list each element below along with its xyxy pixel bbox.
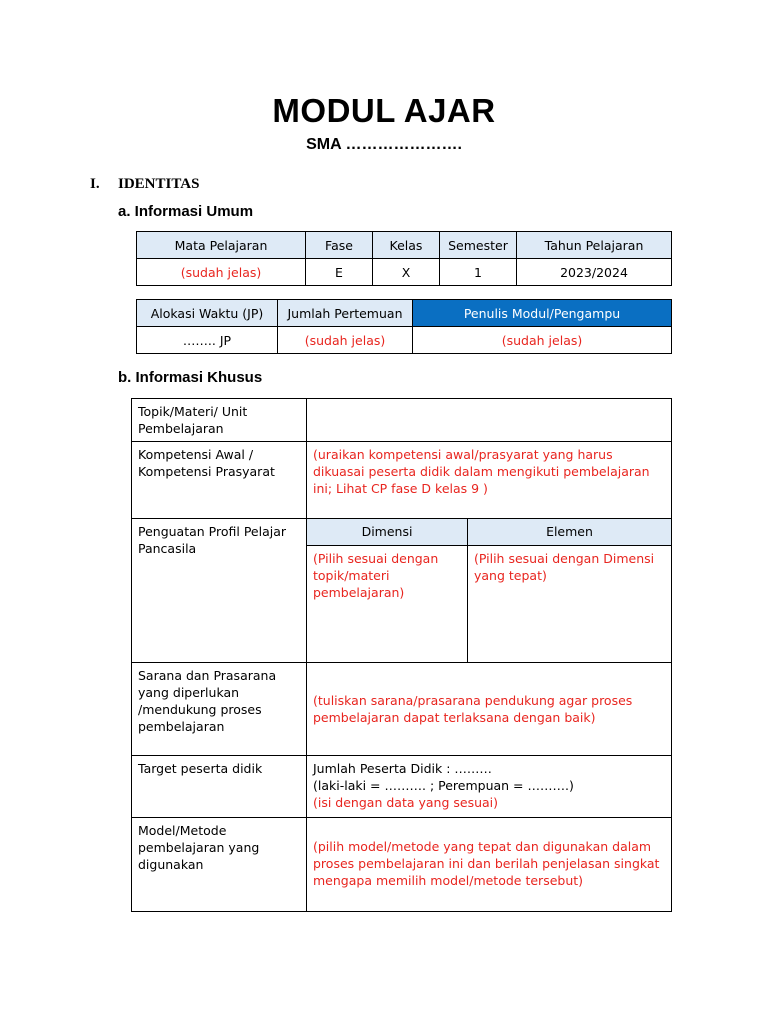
informasi-umum-table [136, 231, 672, 286]
label-kompetensi: Kompetensi Awal / Kompetensi Prasyarat [132, 442, 307, 519]
profil-subtable [307, 519, 671, 662]
header-elemen: Elemen [468, 519, 672, 545]
informasi-khusus-table [131, 398, 672, 912]
header-dimensi: Dimensi [307, 519, 468, 545]
content-target [307, 756, 672, 818]
value-jumlah-pertemuan: (sudah jelas) [278, 327, 413, 354]
document-subtitle: SMA …………………. [306, 136, 462, 153]
content-model: (pilih model/metode yang tepat dan digunakan dalam proses pembelajaran ini dan berilah penjelasan singkat mengapa memilih model/metode tersebut) [307, 818, 672, 912]
value-kelas: X [373, 259, 440, 286]
header-semester: Semester [440, 232, 517, 259]
section-number: I. [90, 176, 100, 192]
content-topik [307, 399, 672, 442]
target-note: (isi dengan data yang sesuai) [313, 795, 499, 810]
document-title: MODUL AJAR [272, 92, 496, 129]
value-mata-pelajaran: (sudah jelas) [137, 259, 306, 286]
label-sarana: Sarana dan Prasarana yang diperlukan /mendukung proses pembelajaran [132, 663, 307, 756]
profil-subtable-cell [307, 519, 672, 663]
value-tahun-pelajaran: 2023/2024 [517, 259, 672, 286]
content-dimensi: (Pilih sesuai dengan topik/materi pembelajaran) [307, 545, 468, 662]
header-fase: Fase [306, 232, 373, 259]
value-alokasi-waktu: …….. JP [137, 327, 278, 354]
target-laki-perempuan: (laki-laki = ………. ; Perempuan = ……….) [313, 778, 574, 793]
subsection-a-title: a. Informasi Umum [118, 203, 254, 220]
header-penulis-modul: Penulis Modul/Pengampu [413, 300, 672, 327]
alokasi-table [136, 299, 672, 354]
header-kelas: Kelas [373, 232, 440, 259]
header-tahun-pelajaran: Tahun Pelajaran [517, 232, 672, 259]
content-kompetensi: (uraikan kompetensi awal/prasyarat yang harus dikuasai peserta didik dalam mengikuti pembelajaran ini; Lihat CP fase D kelas 9 ) [307, 442, 672, 519]
label-profil-pancasila: Penguatan Profil Pelajar Pancasila [132, 519, 307, 663]
header-jumlah-pertemuan: Jumlah Pertemuan [278, 300, 413, 327]
header-alokasi-waktu: Alokasi Waktu (JP) [137, 300, 278, 327]
section-title: IDENTITAS [118, 176, 200, 192]
content-sarana: (tuliskan sarana/prasarana pendukung agar proses pembelajaran dapat terlaksana dengan baik) [307, 663, 672, 756]
label-topik: Topik/Materi/ Unit Pembelajaran [132, 399, 307, 442]
value-semester: 1 [440, 259, 517, 286]
value-penulis-modul: (sudah jelas) [413, 327, 672, 354]
content-elemen: (Pilih sesuai dengan Dimensi yang tepat) [474, 550, 655, 583]
header-mata-pelajaran: Mata Pelajaran [137, 232, 306, 259]
label-target: Target peserta didik [132, 756, 307, 818]
value-fase: E [306, 259, 373, 286]
subsection-b-title: b. Informasi Khusus [118, 369, 263, 386]
label-model: Model/Metode pembelajaran yang digunakan [132, 818, 307, 912]
target-jumlah-peserta: Jumlah Peserta Didik : ……… [313, 761, 492, 776]
